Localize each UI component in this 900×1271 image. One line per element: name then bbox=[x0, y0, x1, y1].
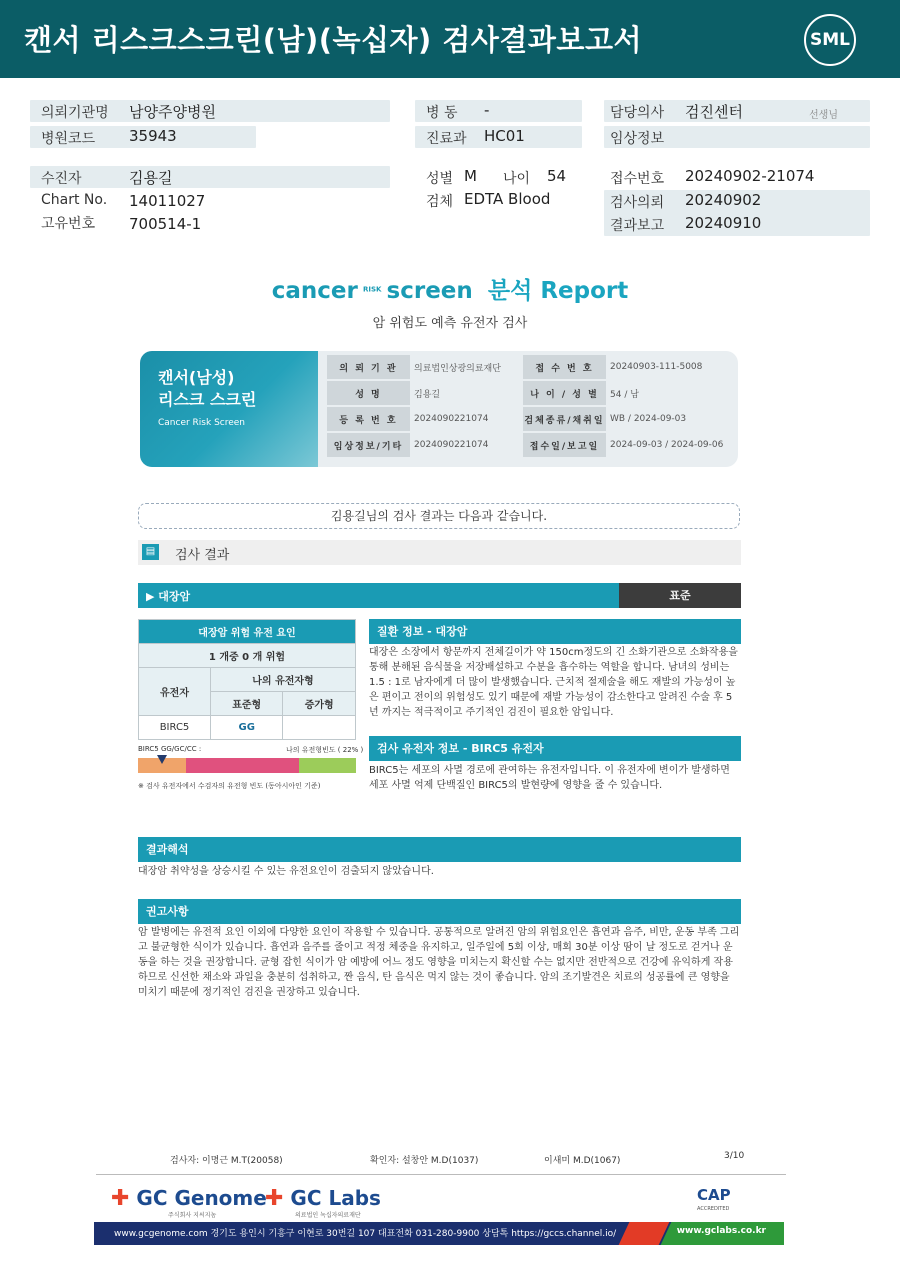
risk-card-title-line2: 리스크 스크린 bbox=[158, 390, 257, 409]
risk-card-label: 등 록 번 호 bbox=[327, 407, 410, 431]
frequency-right-label: 나의 유전형빈도 ( 22% ) bbox=[286, 746, 364, 754]
gene-table-title: 대장암 위험 유전 요인 bbox=[139, 620, 356, 644]
risk-card-value: WB / 2024-09-03 bbox=[610, 414, 687, 424]
genotype-standard-cell: GG bbox=[211, 716, 283, 740]
risk-card-value: 2024-09-03 / 2024-09-06 bbox=[610, 440, 724, 450]
risk-card-label: 임상정보/기타 bbox=[327, 433, 410, 457]
risk-card-value: 2024090221074 bbox=[414, 414, 489, 424]
results-section-header bbox=[138, 540, 741, 565]
risk-card-row bbox=[327, 381, 726, 405]
risk-card-value: 김용길 bbox=[414, 389, 441, 400]
confirmer2-signature: 이새미 M.D(1067) bbox=[544, 1156, 621, 1166]
chart-no-label: Chart No. bbox=[41, 192, 108, 208]
risk-card-row bbox=[327, 407, 726, 431]
hospital-code-value: 35943 bbox=[129, 127, 177, 145]
risk-card-label: 나 이 / 성 별 bbox=[523, 381, 606, 405]
brand-cancer: cancer bbox=[271, 278, 358, 304]
sex-value: M bbox=[464, 167, 477, 185]
results-section-title: 검사 결과 bbox=[175, 548, 230, 563]
brand-subtitle: 암 위험도 예측 유전자 검사 bbox=[372, 316, 528, 331]
report-label: 결과보고 bbox=[610, 218, 665, 234]
chart-no-value: 14011027 bbox=[129, 192, 206, 210]
risk-card-banner bbox=[140, 351, 318, 467]
footer-bar bbox=[94, 1222, 784, 1245]
dept-value: HC01 bbox=[484, 127, 525, 145]
result-summary: 김용길님의 검사 결과는 다음과 같습니다. bbox=[138, 503, 740, 529]
risk-card-label: 접 수 번 호 bbox=[523, 355, 606, 379]
risk-screen-card bbox=[140, 351, 738, 467]
my-genotype-header: 나의 유전자형 bbox=[211, 668, 356, 692]
report-value: 20240910 bbox=[685, 214, 762, 232]
institution-value: 남양주양병원 bbox=[129, 103, 216, 121]
gc-genome-sub: 주식회사 지씨지놈 bbox=[168, 1212, 217, 1219]
gene-info-text: BIRC5는 세포의 사멸 경로에 관여하는 유전자입니다. 이 유전자에 변이가 발생하면 세포 사멸 억제 단백질인 BIRC5의 발현량에 영향을 줄 수 있습니다. bbox=[369, 765, 730, 791]
interpretation-header: 결과해석 bbox=[138, 837, 741, 862]
folder-icon: ▤ bbox=[142, 544, 159, 560]
frequency-segment bbox=[186, 758, 299, 773]
interpretation-text: 대장암 취약성을 상승시킬 수 있는 유전요인이 검출되지 않았습니다. bbox=[138, 866, 434, 877]
gc-genome-logo: ✚ GC Genome bbox=[111, 1186, 267, 1211]
frequency-segment bbox=[299, 758, 356, 773]
frequency-bar bbox=[138, 758, 356, 773]
gene-info-header: 검사 유전자 정보 - BIRC5 유전자 bbox=[369, 736, 741, 761]
report-title: 캔서 리스크스크린(남)(녹십자) 검사결과보고서 bbox=[24, 23, 642, 57]
increased-type-header: 증가형 bbox=[283, 692, 356, 716]
risk-card-subtitle: Cancer Risk Screen bbox=[158, 418, 246, 428]
doctor-label: 담당의사 bbox=[610, 105, 665, 121]
id-value: 700514-1 bbox=[129, 215, 202, 233]
receipt-label: 접수번호 bbox=[610, 171, 665, 187]
footer-divider bbox=[96, 1174, 786, 1175]
risk-card-title-line1: 캔서(남성) bbox=[158, 368, 235, 387]
age-value: 54 bbox=[547, 167, 567, 185]
dept-label: 진료과 bbox=[426, 131, 467, 147]
risk-card-label: 접수일/보고일 bbox=[523, 433, 606, 457]
risk-card-title bbox=[158, 367, 256, 411]
risk-card-row bbox=[327, 355, 726, 379]
clinical-label: 임상정보 bbox=[610, 131, 665, 147]
doctor-value: 검진센터 bbox=[685, 103, 743, 121]
genotype-increased-cell bbox=[283, 716, 356, 740]
sml-logo: SML bbox=[804, 14, 856, 66]
patient-name: 김용길 bbox=[129, 169, 173, 187]
gene-column-header: 유전자 bbox=[139, 668, 211, 716]
colorectal-cancer-bar bbox=[138, 583, 741, 608]
report-header-bar bbox=[0, 0, 900, 78]
risk-card-value: 2024090221074 bbox=[414, 440, 489, 450]
brand-report: 분석 Report bbox=[487, 278, 629, 304]
footer-address: www.gcgenome.com 경기도 용인시 기흥구 이현로 30번길 107 대표전화 031-280-9900 상담톡 https://gccs.channel.io/ bbox=[114, 1229, 617, 1239]
frequency-left-label: BIRC5 GG/GC/CC : bbox=[138, 745, 202, 753]
specimen-label: 검체 bbox=[426, 194, 454, 210]
brand-risk: RISK bbox=[362, 285, 382, 294]
colorectal-status: 표준 bbox=[619, 583, 741, 608]
tester-signature: 검사자: 이명근 M.T(20058) bbox=[170, 1156, 283, 1166]
gc-labs-sub: 의료법인 녹십자의료재단 bbox=[295, 1212, 361, 1219]
request-value: 20240902 bbox=[685, 191, 762, 209]
gene-risk-table bbox=[138, 619, 356, 740]
footer-website-link[interactable]: www.gclabs.co.kr bbox=[676, 1226, 766, 1236]
institution-label: 의뢰기관명 bbox=[41, 105, 109, 121]
gene-name-cell: BIRC5 bbox=[139, 716, 211, 740]
page-number: 3/10 bbox=[724, 1151, 745, 1161]
standard-type-header: 표준형 bbox=[211, 692, 283, 716]
brand-screen: screen bbox=[386, 278, 473, 304]
risk-card-label: 의 뢰 기 관 bbox=[327, 355, 410, 379]
risk-card-label: 성 명 bbox=[327, 381, 410, 405]
risk-card-value: 의료법인상광의료재단 bbox=[414, 363, 501, 374]
hospital-code-label: 병원코드 bbox=[41, 131, 96, 147]
id-label: 고유번호 bbox=[41, 216, 96, 232]
gc-labs-text: GC Labs bbox=[290, 1186, 381, 1210]
doctor-suffix: 선생님 bbox=[809, 110, 838, 121]
gene-table-count: 1 개중 0 개 위험 bbox=[139, 644, 356, 668]
cap-logo: CAP bbox=[697, 1186, 731, 1204]
risk-card-label: 검체종류/채취일 bbox=[523, 407, 606, 431]
ward-value: - bbox=[484, 101, 490, 119]
disease-info-text: 대장은 소장에서 항문까지 전체길이가 약 150cm정도의 긴 소화기관으로 소화작용을 통해 분해된 음식물을 저장배설하고 수분을 흡수하는 역할을 합니다. 남녀의 성비는 1.5 : 1로 남자에게 더 많이 발생했습니다. 근치적 절제술을 해도 재발의 가능성이 높은 편이고 전이의 위험성도 있기 때문에 재발 가능성이 감소한다고 알려진 수술 후 5년 까지는 적극적이고 주기적인 검진이 필요한 암입니다. bbox=[369, 647, 738, 718]
risk-card-value: 20240903-111-5008 bbox=[610, 362, 703, 372]
risk-card-value: 54 / 남 bbox=[610, 389, 639, 400]
colorectal-label: ▶ 대장암 bbox=[146, 590, 191, 603]
confirmer-signature: 확인자: 설창안 M.D(1037) bbox=[370, 1156, 479, 1166]
receipt-value: 20240902-21074 bbox=[685, 167, 815, 185]
request-label: 검사의뢰 bbox=[610, 195, 665, 211]
recommendation-text: 암 발병에는 유전적 요인 이외에 다양한 요인이 작용할 수 있습니다. 공통적으로 알려진 암의 위험요인은 흡연과 음주, 비만, 운동 부족 그리고 불균형한 식이가 있습니다. 흡연과 음주를 줄이고 적정 체중을 유지하고, 일주일에 5회 이상, 매회 30분 이상 땀이 날 정도로 걷거나 운동을 하는 것을 권장합니다. 균형 잡힌 식이가 암 예방에 어느 정도 영향을 미치는지 확신할 수는 없지만 전반적으로 건강에 유익하게 작용하므로 신선한 채소와 과일을 충분히 섭취하고, 짠 음식, 탄 음식은 먹지 않는 것이 좋습니다. 암의 조기발견은 치료의 성공률에 큰 영향을 미치기 때문에 정기적인 검진을 권장하고 있습니다. bbox=[138, 927, 740, 998]
patient-label: 수진자 bbox=[41, 171, 82, 187]
cap-sub: ACCREDITED bbox=[697, 1206, 730, 1212]
brand-block bbox=[0, 272, 900, 331]
specimen-value: EDTA Blood bbox=[464, 190, 551, 208]
age-label: 나이 bbox=[503, 171, 531, 187]
disease-info-header: 질환 정보 - 대장암 bbox=[369, 619, 741, 644]
gc-genome-text: GC Genome bbox=[136, 1186, 267, 1210]
frequency-note: ※ 검사 유전자에서 수검자의 유전형 빈도 (동아시아인 기준) bbox=[138, 782, 321, 790]
risk-card-row bbox=[327, 433, 726, 457]
patient-row bbox=[30, 166, 390, 188]
gc-labs-logo: ✚ GC Labs bbox=[265, 1186, 381, 1211]
ward-label: 병 동 bbox=[426, 105, 458, 121]
recommendation-header: 권고사항 bbox=[138, 899, 741, 924]
frequency-marker-icon bbox=[157, 755, 167, 764]
sex-label: 성별 bbox=[426, 171, 454, 187]
signature-line bbox=[170, 1151, 770, 1171]
